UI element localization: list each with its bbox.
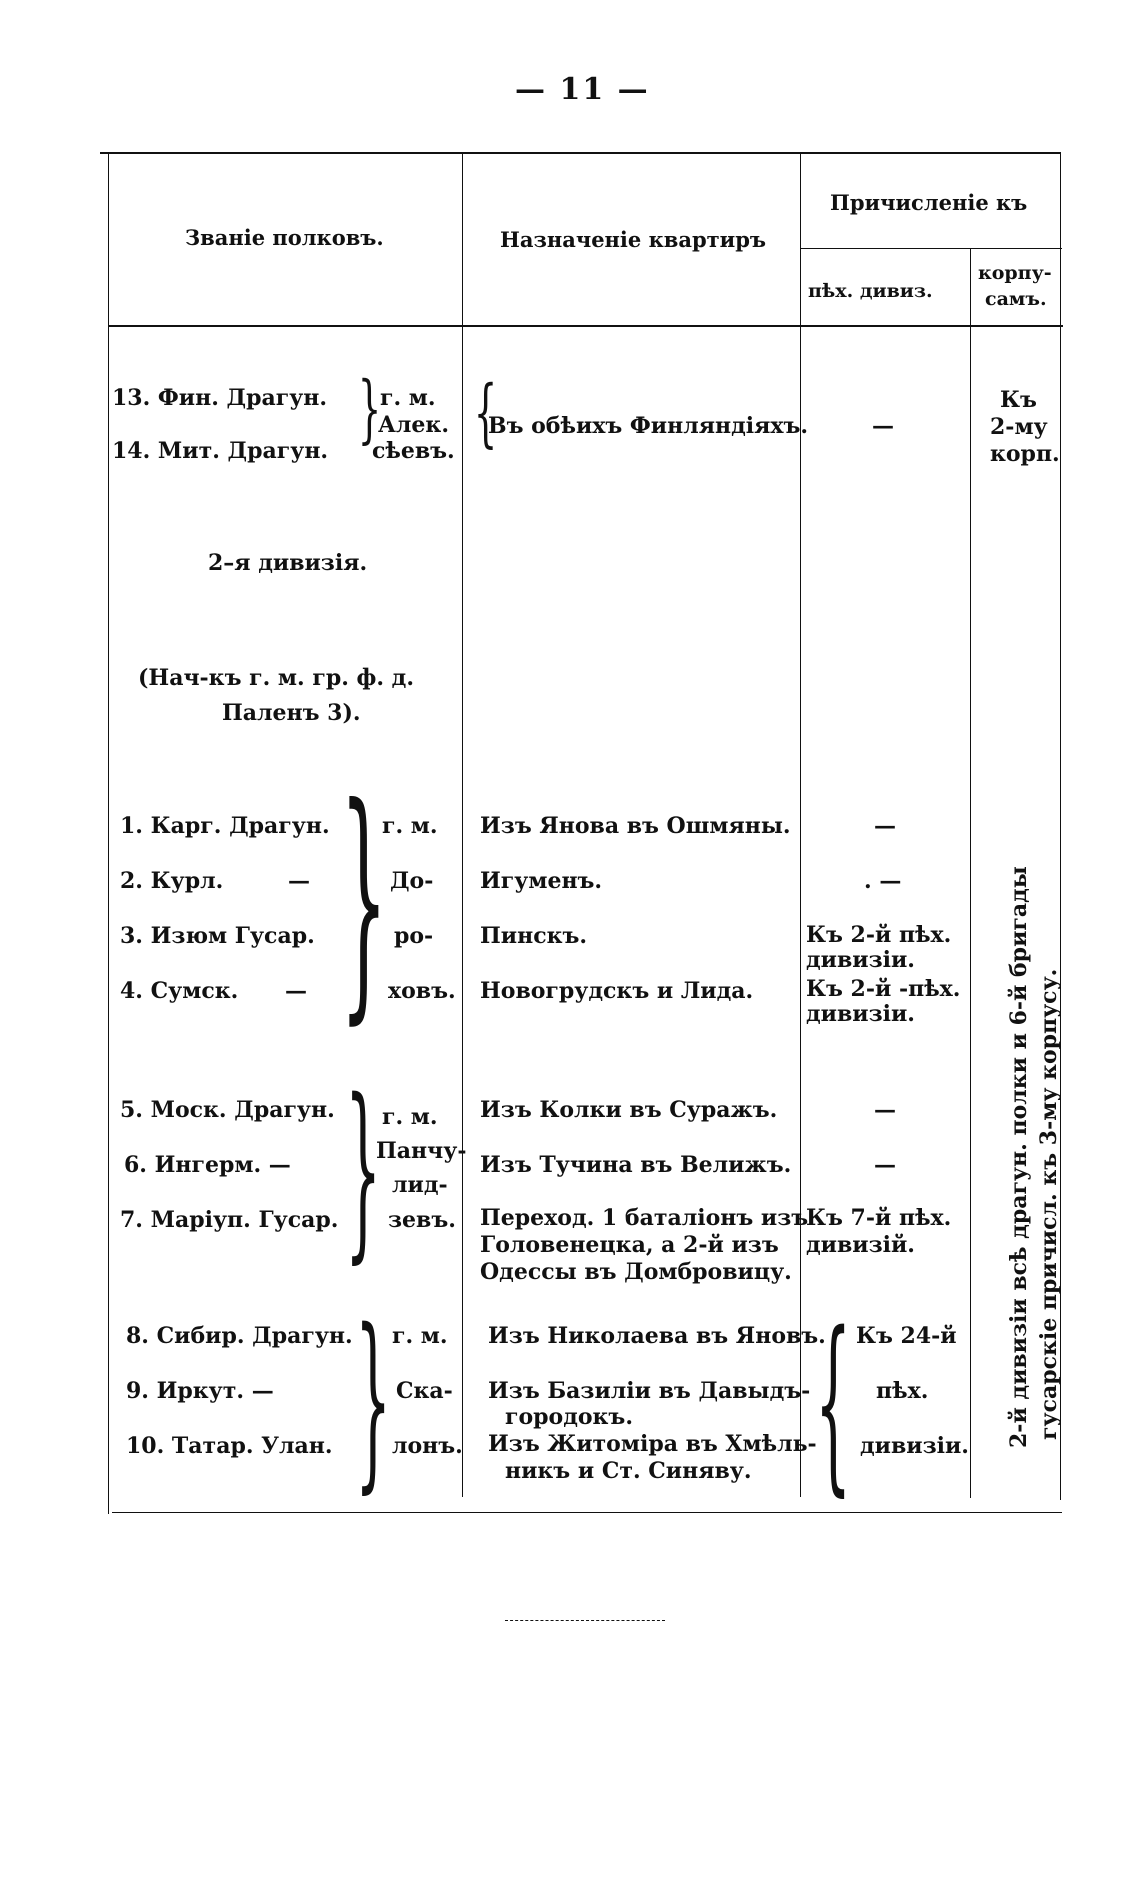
col-divider-3 (970, 248, 971, 1498)
header-corps-line1: корпу- (978, 262, 1052, 284)
division-g1-2: . — (864, 868, 902, 894)
division-g1-4a: Къ 2-й -пѣх. (806, 976, 961, 1002)
table-bottom-border (112, 1512, 1062, 1513)
regiment-2: 2. Курл. (120, 868, 224, 894)
header-assignment: Причисленіе къ (830, 190, 1028, 215)
commander-s1-line2: Алек. (378, 412, 449, 438)
regiment-6: 6. Ингерм. — (124, 1152, 291, 1178)
header-quarters: Назначеніе квартиръ (500, 227, 767, 252)
regiment-2-dash: — (288, 868, 310, 894)
table-top-border (100, 152, 1060, 154)
quarters-g1-1: Изъ Янова въ Ошмяны. (480, 813, 791, 839)
quarters-g3-3b: никъ и Ст. Синяву. (505, 1458, 752, 1484)
division2-chief-line2: Паленъ 3). (222, 700, 361, 726)
division-g2-2: — (874, 1152, 896, 1178)
quarters-g3-1: Изъ Николаева въ Яновъ. (488, 1323, 826, 1349)
right-brace-icon: } (345, 1059, 382, 1280)
commander-s1-line3: сѣевъ. (372, 438, 455, 464)
regiment-9: 9. Иркут. — (126, 1378, 274, 1404)
right-brace-icon: } (355, 1289, 392, 1510)
commander-g2-line2: Панчу- (376, 1138, 467, 1164)
commander-g3-line2: Ска- (396, 1378, 453, 1404)
col-divider-1 (462, 152, 463, 1497)
subheader-divider (800, 248, 1062, 249)
regiment-4: 4. Сумск. (120, 978, 239, 1004)
commander-g1-line2: До- (390, 868, 434, 894)
regiment-14: 14. Мит. Драгун. (112, 438, 329, 464)
quarters-g1-4: Новогрудскъ и Лида. (480, 978, 754, 1004)
corps-s1-line2: 2-му (990, 414, 1048, 440)
quarters-g2-1: Изъ Колки въ Суражъ. (480, 1097, 778, 1123)
quarters-g2-3a: Переход. 1 баталіонъ изъ (480, 1205, 809, 1231)
left-brace-icon: { (473, 370, 498, 456)
quarters-g3-3a: Изъ Житоміра въ Хмѣль- (488, 1431, 817, 1457)
quarters-g2-2: Изъ Тучина въ Велижъ. (480, 1152, 792, 1178)
quarters-g1-3: Пинскъ. (480, 923, 588, 949)
division-g1-4b: дивизіи. (806, 1001, 915, 1027)
left-brace-icon: { (815, 1292, 852, 1513)
corps-note-line2: гусарскіе причисл. къ 3-му корпусу. (1036, 968, 1062, 1440)
regiment-4-dash: — (285, 978, 307, 1004)
regiment-1: 1. Карг. Драгун. (120, 813, 330, 839)
commander-g2-line1: г. м. (382, 1104, 438, 1130)
header-corps-line2: самъ. (985, 288, 1047, 310)
quarters-g1-2: Игуменъ. (480, 868, 603, 894)
regiment-13: 13. Фин. Драгун. (112, 385, 328, 411)
division-s1: — (872, 413, 894, 439)
commander-g3-line1: г. м. (392, 1323, 448, 1349)
commander-s1-line1: г. м. (380, 385, 436, 411)
commander-g2-line3: лид- (392, 1172, 448, 1198)
division-g1-1: — (874, 813, 896, 839)
division-g1-3a: Къ 2-й пѣх. (806, 922, 952, 948)
header-infantry-division: пѣх. дивиз. (808, 280, 933, 302)
commander-g1-line3: ро- (394, 923, 434, 949)
commander-g1-line1: г. м. (382, 813, 438, 839)
corps-note-line1: 2-й дивизіи всѣ драгун. полки и 6-й бригады (1006, 866, 1032, 1448)
commander-g1-line4: ховъ. (388, 978, 456, 1004)
quarters-g2-3c: Одессы въ Домбровицу. (480, 1259, 792, 1285)
table-left-border (108, 152, 109, 1514)
commander-g2-line4: зевъ. (388, 1207, 456, 1233)
quarters-g3-2b: городокъ. (505, 1404, 633, 1430)
regiment-7: 7. Маріуп. Гусар. (120, 1207, 339, 1233)
division-g3-2: пѣх. (876, 1378, 929, 1404)
corps-s1-line3: корп. (990, 441, 1060, 467)
regiment-8: 8. Сибир. Драгун. (126, 1323, 353, 1349)
division-g2-3a: Къ 7-й пѣх. (806, 1205, 952, 1231)
regiment-10: 10. Татар. Улан. (126, 1433, 333, 1459)
division2-chief-line1: (Нач-къ г. м. гр. ф. д. (138, 665, 414, 691)
division-g2-1: — (874, 1097, 896, 1123)
quarters-s1: Въ обѣихъ Финляндіяхъ. (488, 413, 808, 439)
division-g3-3: дивизіи. (860, 1433, 969, 1459)
header-bottom-border (108, 325, 1063, 327)
end-rule (505, 1620, 665, 1621)
col-divider-2 (800, 152, 801, 1497)
page-number: — 11 — (515, 72, 650, 107)
right-brace-icon: } (357, 366, 382, 452)
division-g1-3b: дивизіи. (806, 947, 915, 973)
regiment-3: 3. Изюм Гусар. (120, 923, 315, 949)
right-brace-icon: } (340, 754, 388, 1045)
division-g3-1: Къ 24-й (856, 1323, 957, 1349)
commander-g3-line3: лонъ. (392, 1433, 463, 1459)
header-regiments: Званіе полковъ. (185, 225, 384, 250)
division2-title: 2–я дивизія. (208, 550, 368, 576)
quarters-g3-2a: Изъ Базиліи въ Давыдъ- (488, 1378, 811, 1404)
quarters-g2-3b: Головенецка, а 2-й изъ (480, 1232, 779, 1258)
division-g2-3b: дивизій. (806, 1232, 915, 1258)
corps-s1-line1: Къ (1000, 387, 1037, 413)
regiment-5: 5. Моск. Драгун. (120, 1097, 335, 1123)
